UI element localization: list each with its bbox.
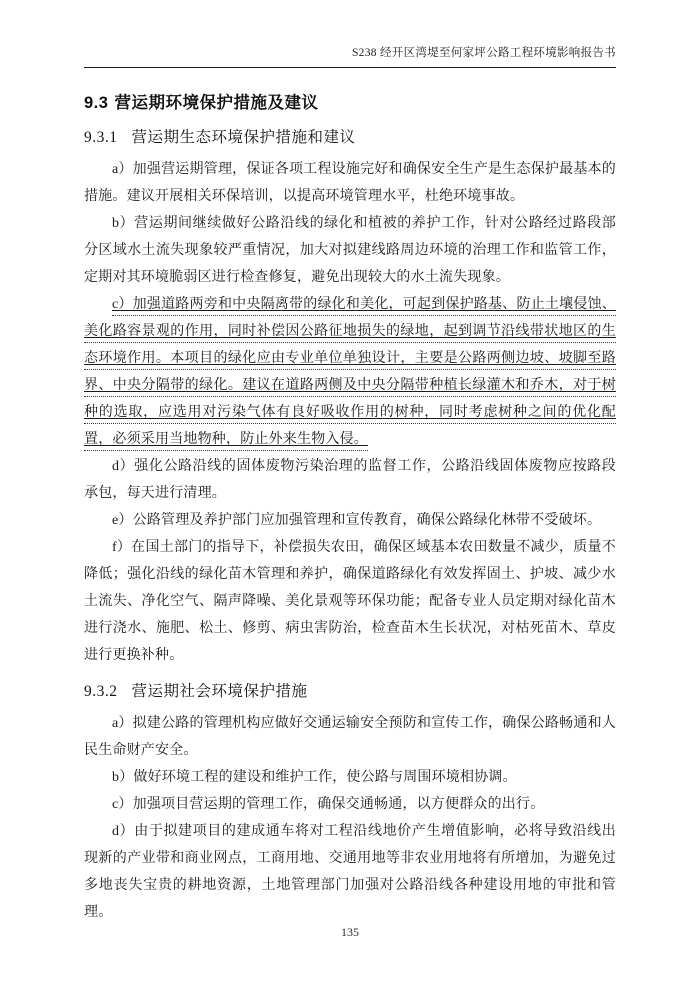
page-number: 135 bbox=[341, 925, 359, 939]
paragraph-b: b）做好环境工程的建设和维护工作，使公路与周围环境相协调。 bbox=[112, 770, 517, 785]
subsection-number: 9.3.2 bbox=[84, 683, 118, 700]
section-9-3-1 bbox=[84, 125, 616, 669]
subsection-title: 营运期社会环境保护措施 bbox=[131, 683, 308, 700]
paragraph-c bbox=[84, 291, 616, 453]
section-number: 9.3 bbox=[84, 94, 109, 112]
subsection-number: 9.3.1 bbox=[84, 129, 118, 146]
underlined-passage: c）加强道路两旁和中央隔离带的绿化和美化，可起到保护路基、防止土壤侵蚀、美化路容景观的作用，同时补偿因公路征地损失的绿地，起到调节沿线带状地区的生态环境作用。本项目的绿化应由专业单位单独设计，主要是公路两侧边坡、坡脚至路界、中央分隔带的绿化。建议在道路两侧及中央分隔带种植长绿灌木和乔木，对于树种的选取，应选用对污染气体有良好吸收作用的树种，同时考虑树种之间的优化配置，必须采用当地物种，防止外来生物入侵。 bbox=[84, 297, 616, 451]
paragraph-a: a）加强营运期管理，保证各项工程设施完好和确保安全生产是生态保护最基本的措施。建议开展相关环保培训，以提高环境管理水平，杜绝环境事故。 bbox=[84, 162, 616, 204]
paragraph-d: d）由于拟建项目的建成通车将对工程沿线地价产生增值影响，必将导致沿线出现新的产业带和商业网点，工商用地、交通用地等非农业用地将有所增加，为避免过多地丧失宝贵的耕地资源，土地管理部门加强对公路沿线各种建设用地的审批和管理。 bbox=[84, 824, 616, 920]
paragraph-e: e）公路管理及养护部门应加强管理和宣传教育，确保公路绿化林带不受破坏。 bbox=[112, 513, 602, 528]
section-9-3-2 bbox=[84, 679, 616, 926]
paragraph-b: b）营运期间继续做好公路沿线的绿化和植被的养护工作，针对公路经过路段部分区域水土流失现象较严重情况，加大对拟建线路周边环境的治理工作和监管工作，定期对其环境脆弱区进行检查修复，避免出现较大的水土流失现象。 bbox=[84, 216, 616, 285]
paragraph-a: a）拟建公路的管理机构应做好交通运输安全预防和宣传工作，确保公路畅通和人民生命财产安全。 bbox=[84, 716, 616, 758]
subsection-heading-9-3-1 bbox=[84, 125, 616, 147]
header-rule bbox=[84, 67, 616, 68]
paragraph-c: c）加强项目营运期的管理工作，确保交通畅通，以方便群众的出行。 bbox=[112, 797, 545, 812]
subsection-heading-9-3-2 bbox=[84, 679, 616, 701]
paragraph-d: d）强化公路沿线的固体废物污染治理的监督工作，公路沿线固体废物应按路段承包，每天进行清理。 bbox=[84, 459, 616, 501]
running-header: S238 经开区湾堤至何家坪公路工程环境影响报告书 bbox=[351, 47, 616, 59]
section-heading-9-3 bbox=[84, 89, 616, 113]
page-content bbox=[84, 44, 616, 926]
paragraph-f: f）在国土部门的指导下，补偿损失农田，确保区域基本农田数量不减少，质量不降低；强化沿线的绿化苗木管理和养护，确保道路绿化有效发挥固土、护坡、减少水土流失、净化空气、隔声降噪、美化景观等环保功能；配备专业人员定期对绿化苗木进行浇水、施肥、松土、修剪、病虫害防治，检查苗木生长状况，对枯死苗木、草皮进行更换补种。 bbox=[84, 540, 616, 663]
subsection-title: 营运期生态环境保护措施和建议 bbox=[131, 129, 356, 146]
section-title: 营运期环境保护措施及建议 bbox=[114, 94, 319, 112]
